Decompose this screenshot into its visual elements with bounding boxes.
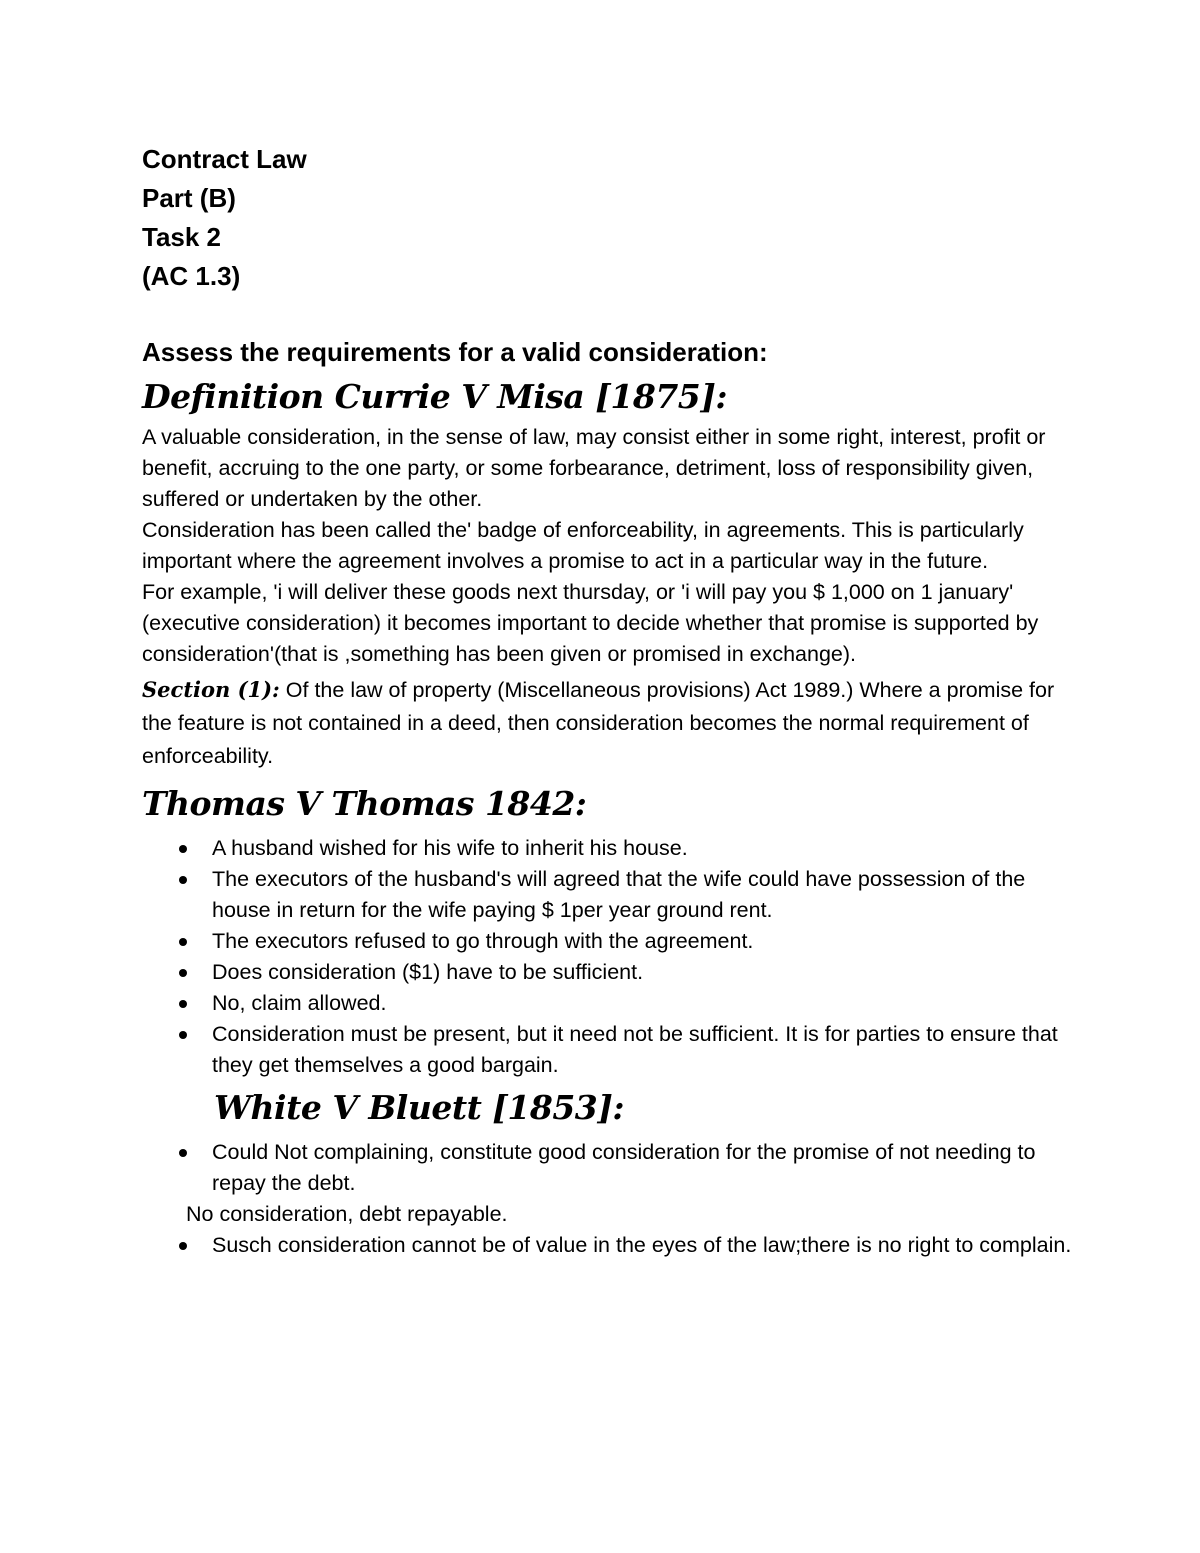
assess-heading: Assess the requirements for a valid consideration: <box>142 337 768 367</box>
list-item: The executors refused to go through with the agreement. <box>142 926 1072 957</box>
spacer <box>142 296 1072 332</box>
bullet-icon <box>179 1242 187 1250</box>
definition-heading: Definition Currie V Misa [1875]: <box>142 377 728 416</box>
definition-paragraph-2: Consideration has been called the' badge of enforceability, in agreements. This is particularly important where the agreement involves a promise to act in a particular way in the future. <box>142 518 1024 573</box>
section-text: Of the law of property (Miscellaneous provisions) Act 1989.) Where a promise for the feature is not contained in a deed, then consideration becomes the normal requirement of enforceability. <box>142 678 1055 768</box>
thomas-heading: Thomas V Thomas 1842: <box>142 784 587 823</box>
doc-title: Contract Law <box>142 144 307 174</box>
doc-part: Part (B) <box>142 183 236 213</box>
bullet-icon <box>179 1000 187 1008</box>
doc-task: Task 2 <box>142 222 222 252</box>
doc-ac: (AC 1.3) <box>142 261 241 291</box>
definition-paragraph-3: For example, 'i will deliver these goods next thursday, or 'i will pay you $ 1,000 on 1 january' (executive consideration) it becomes important to decide whether that promise is supported by consideration'(that is ,something has been given or promised in exchange). <box>142 580 1039 666</box>
white-bullet-list-1 <box>142 1137 1072 1199</box>
bullet-icon <box>179 1149 187 1157</box>
bullet-icon <box>179 845 187 853</box>
section-paragraph <box>142 673 1072 773</box>
definition-paragraph-1: A valuable consideration, in the sense of law, may consist either in some right, interest, profit or benefit, accruing to the one party, or some forbearance, detriment, loss of responsibility given, suffered or undertaken by the other. <box>142 425 1046 511</box>
list-item: Could Not complaining, constitute good consideration for the promise of not needing to repay the debt. <box>142 1137 1072 1199</box>
white-plain-line: No consideration, debt repayable. <box>186 1202 508 1226</box>
list-item: Does consideration ($1) have to be sufficient. <box>142 957 1072 988</box>
list-item: Consideration must be present, but it need not be sufficient. It is for parties to ensure that they get themselves a good bargain. <box>142 1019 1072 1081</box>
list-item: A husband wished for his wife to inherit his house. <box>142 833 1072 864</box>
bullet-icon <box>179 938 187 946</box>
document-page <box>142 140 1072 1261</box>
section-label: Section (1): <box>142 677 280 702</box>
list-item: Susch consideration cannot be of value in the eyes of the law;there is no right to complain. <box>142 1230 1072 1261</box>
white-bullet-list-2 <box>142 1230 1072 1261</box>
bullet-icon <box>179 876 187 884</box>
list-item: No, claim allowed. <box>142 988 1072 1019</box>
bullet-icon <box>179 1031 187 1039</box>
bullet-icon <box>179 969 187 977</box>
list-item: The executors of the husband's will agreed that the wife could have possession of the house in return for the wife paying $ 1per year ground rent. <box>142 864 1072 926</box>
thomas-bullet-list <box>142 833 1072 1081</box>
white-heading: White V Bluett [1853]: <box>214 1088 625 1127</box>
